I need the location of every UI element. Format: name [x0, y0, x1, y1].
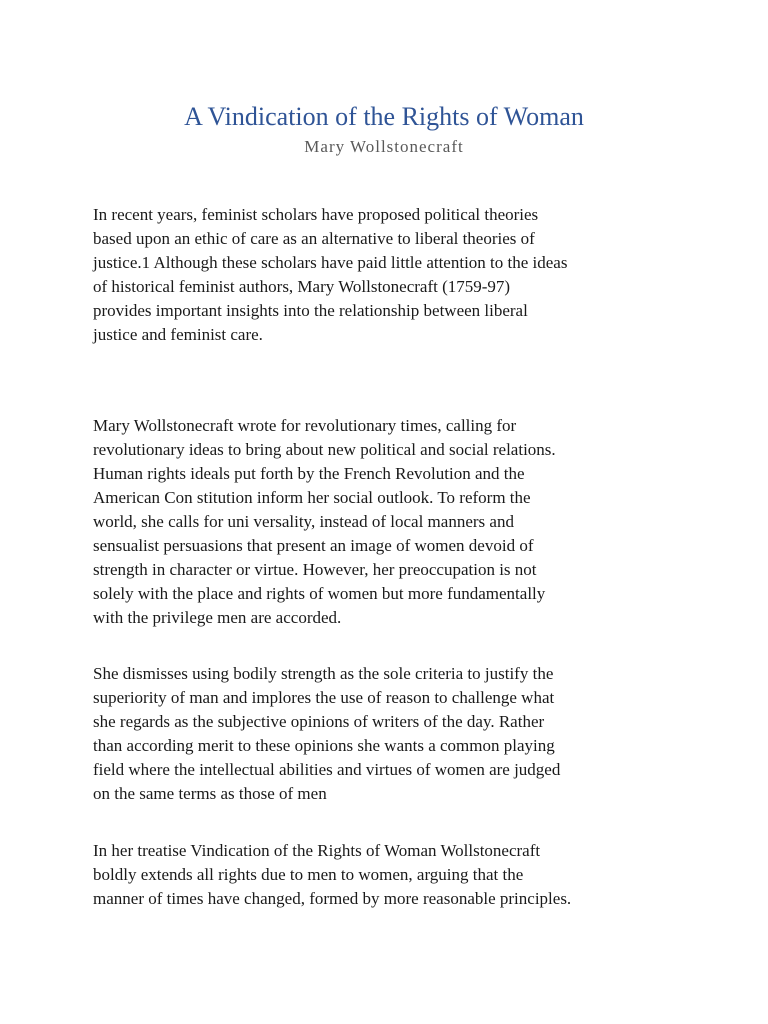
- paragraph-line: In recent years, feminist scholars have proposed political theories: [93, 205, 539, 224]
- paragraph-line: Human rights ideals put forth by the French Revolution and the: [93, 464, 525, 483]
- document-author: Mary Wollstonecraft: [304, 137, 464, 156]
- paragraph-line: justice and feminist care.: [93, 325, 263, 344]
- paragraph-line: based upon an ethic of care as an alternative to liberal theories of: [93, 229, 535, 248]
- paragraph-line: strength in character or virtue. However, her preoccupation is not: [93, 560, 537, 579]
- paragraph-line: she regards as the subjective opinions of writers of the day. Rather: [93, 712, 545, 731]
- paragraph-line: on the same terms as those of men: [93, 784, 327, 803]
- paragraph-line: manner of times have changed, formed by more reasonable principles.: [93, 889, 572, 908]
- paragraph-line: field where the intellectual abilities and virtues of women are judged: [93, 760, 561, 779]
- paragraph-line: of historical feminist authors, Mary Wollstonecraft (1759-97): [93, 277, 511, 296]
- paragraph-line: American Con stitution inform her social outlook. To reform the: [93, 488, 531, 507]
- paragraph-line: with the privilege men are accorded.: [93, 608, 342, 627]
- paragraph-3: [93, 662, 693, 806]
- paragraph-line: boldly extends all rights due to men to women, arguing that the: [93, 865, 524, 884]
- paragraph-2: [93, 414, 693, 630]
- paragraph-4: [93, 839, 693, 911]
- paragraph-line: solely with the place and rights of women but more fundamentally: [93, 584, 546, 603]
- paragraph-line: provides important insights into the relationship between liberal: [93, 301, 528, 320]
- paragraph-1: [93, 203, 693, 347]
- paragraph-line: than according merit to these opinions she wants a common playing: [93, 736, 555, 755]
- paragraph-line: justice.1 Although these scholars have paid little attention to the ideas: [93, 253, 568, 272]
- paragraph-line: Mary Wollstonecraft wrote for revolutionary times, calling for: [93, 416, 517, 435]
- paragraph-line: revolutionary ideas to bring about new political and social relations.: [93, 440, 556, 459]
- paragraph-line: superiority of man and implores the use of reason to challenge what: [93, 688, 555, 707]
- paragraph-line: sensualist persuasions that present an image of women devoid of: [93, 536, 534, 555]
- paragraph-line: world, she calls for uni versality, instead of local manners and: [93, 512, 514, 531]
- paragraph-line: In her treatise Vindication of the Rights of Woman Wollstonecraft: [93, 841, 541, 860]
- paragraph-line: She dismisses using bodily strength as the sole criteria to justify the: [93, 664, 554, 683]
- document-title: A Vindication of the Rights of Woman: [184, 102, 584, 131]
